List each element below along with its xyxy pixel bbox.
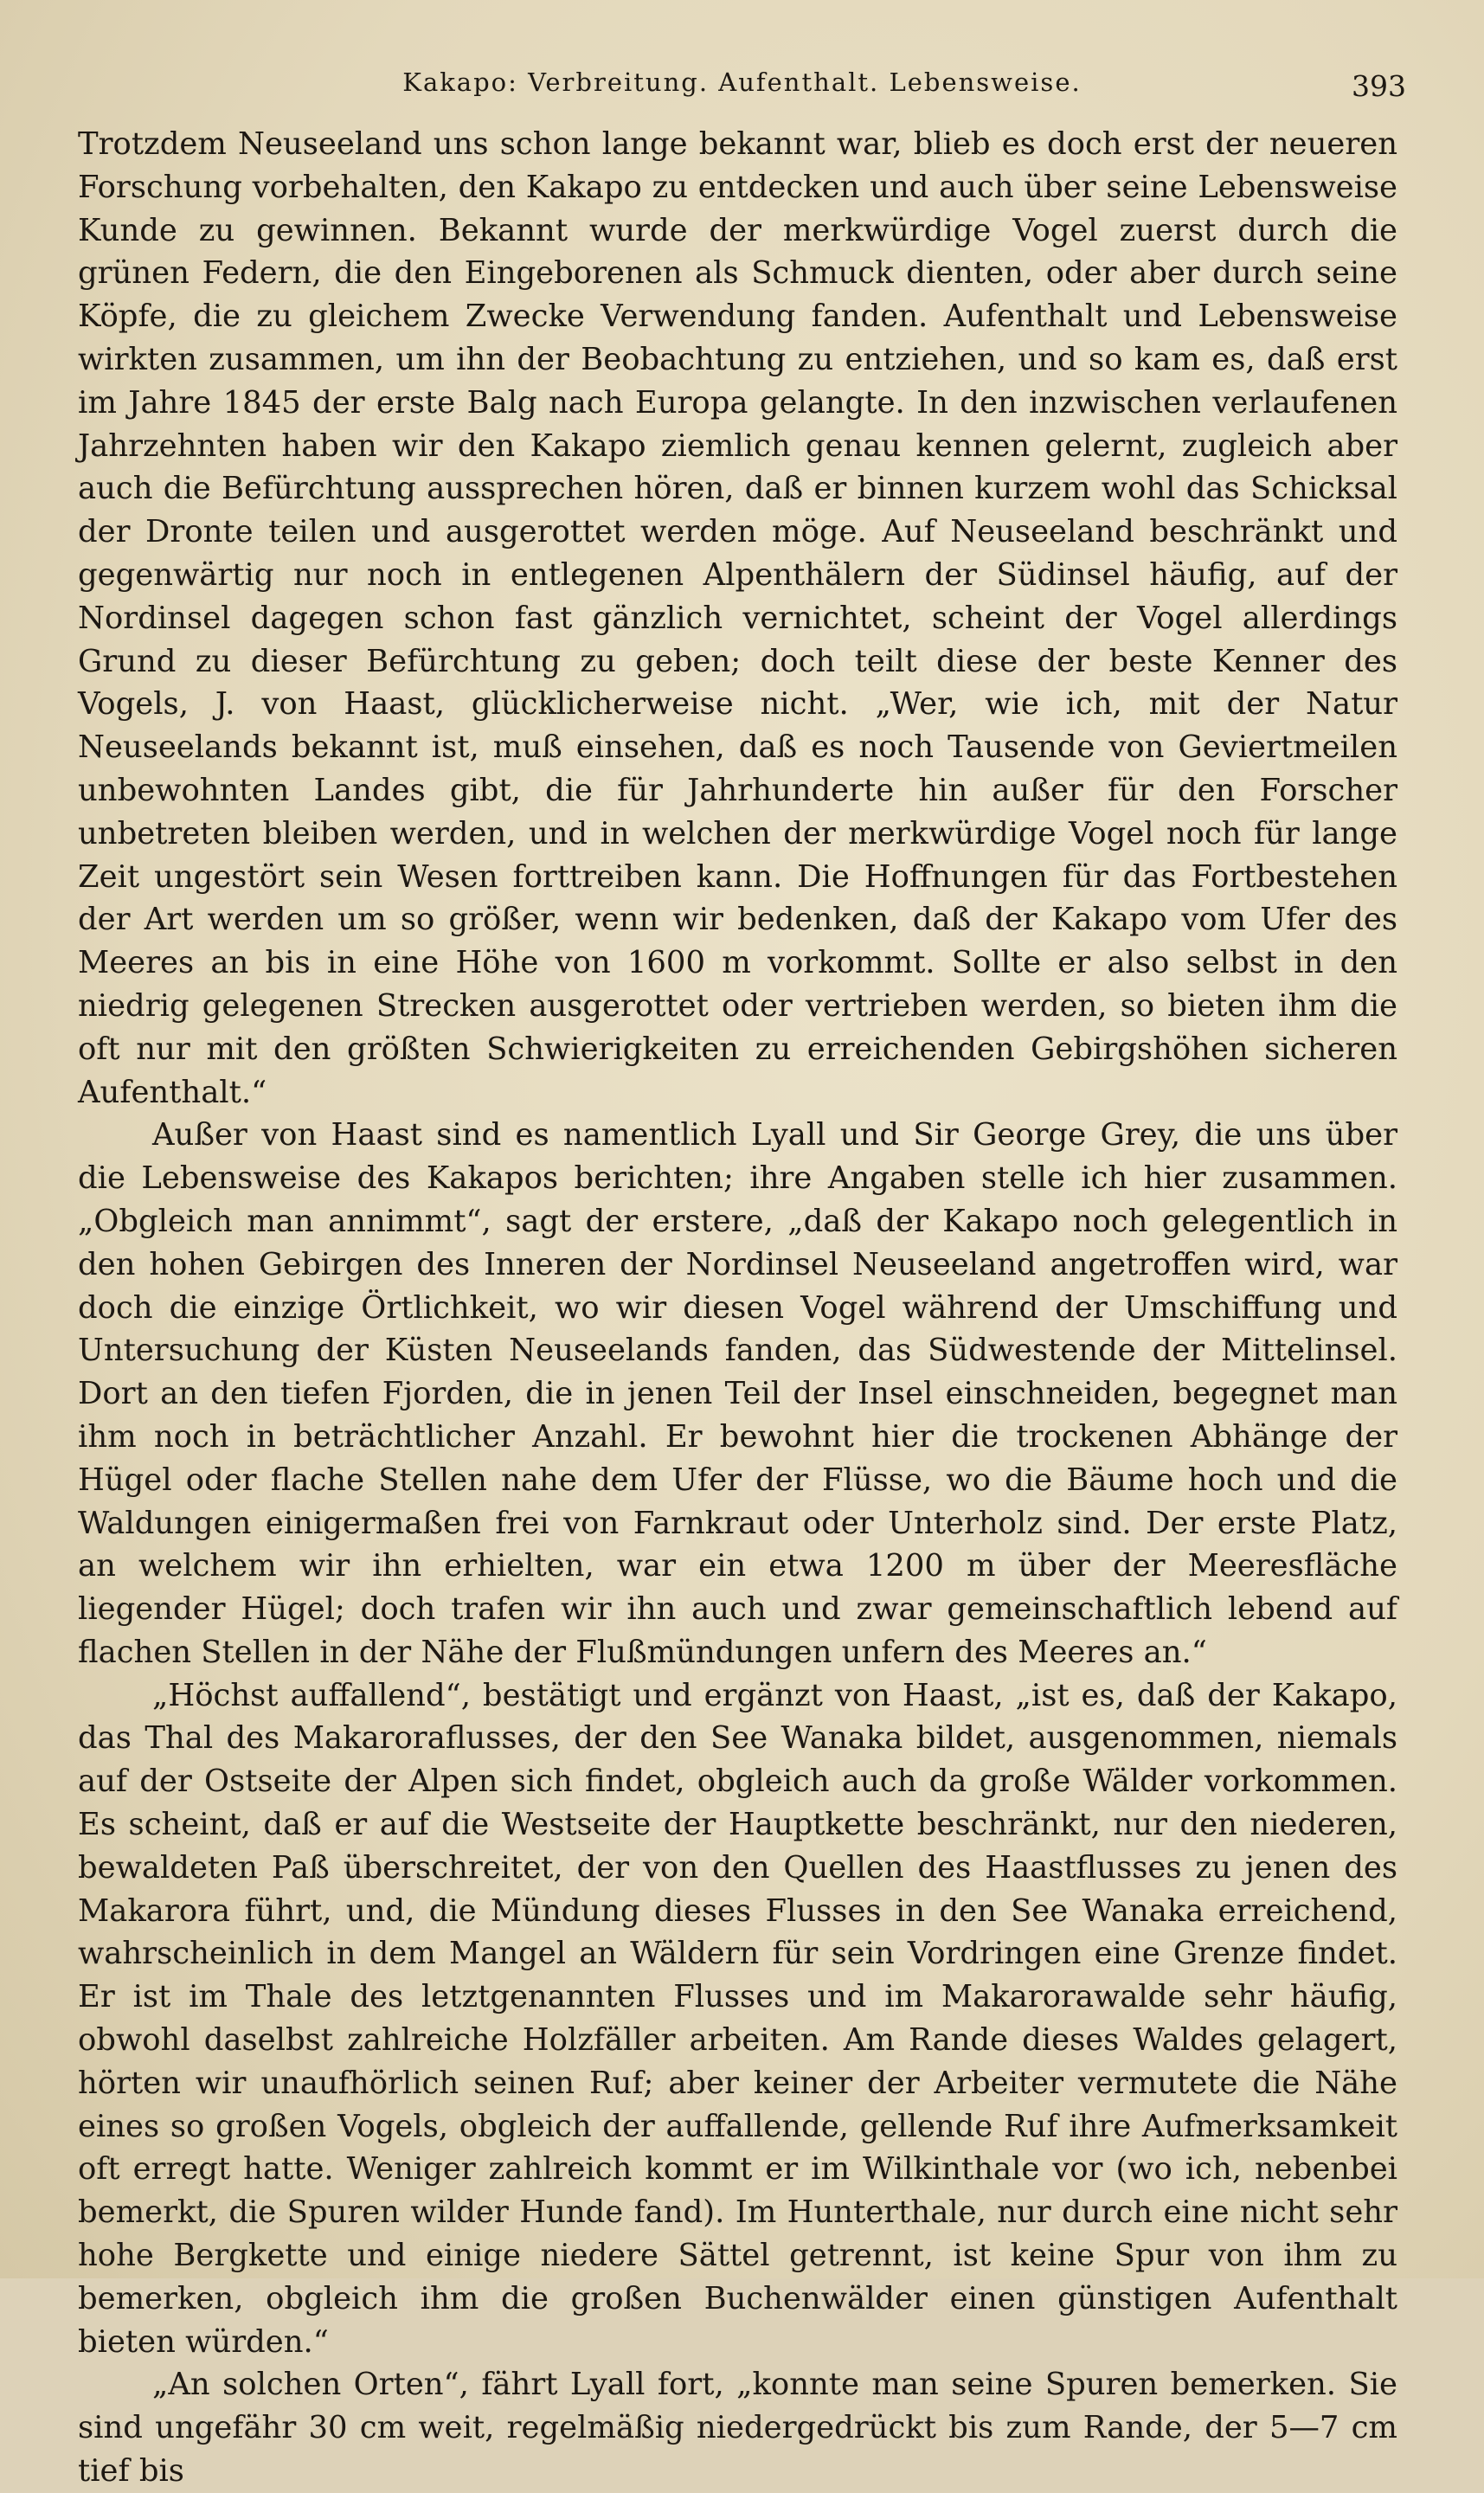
- paragraph: „Höchst auffallend“, bestätigt und ergänzt von Haast, „ist es, daß der Kakapo, das Thal des Makaroraflusses, der den See Wanaka bildet, ausgenommen, niemals auf der Ostseite der Alpen sich findet, obgleich auch da große Wälder vorkommen. Es scheint, daß er auf die Westseite der Hauptkette beschränkt, nur den niederen, bewaldeten Paß überschreitet, der von den Quellen des Haastflusses zu jenen des Makarora führt, und, die Mündung dieses Flusses in den See Wanaka erreichend, wahrscheinlich in dem Mangel an Wäldern für sein Vordringen eine Grenze findet. Er ist im Thale des letztgenannten Flusses und im Makarorawalde sehr häufig, obwohl daselbst zahlreiche Holzfäller arbeiten. Am Rande dieses Waldes gelagert, hörten wir unaufhörlich seinen Ruf; aber keiner der Arbeiter vermutete die Nähe eines so großen Vogels, obgleich der auffallende, gellende Ruf ihre Aufmerksamkeit oft erregt hatte. Weniger zahlreich kommt er im Wilkinthale vor (wo ich, nebenbei bemerkt, die Spuren wilder Hunde fand). Im Hunterthale, nur durch eine nicht sehr hohe Bergkette und einige niedere Sättel getrennt, ist keine Spur von ihm zu bemerken, obgleich ihm die großen Buchenwälder einen günstigen Aufenthalt bieten würden.“: [78, 1677, 1397, 2360]
- page-number: 393: [1352, 69, 1406, 103]
- body-text: [78, 123, 1397, 2493]
- paragraph: Außer von Haast sind es namentlich Lyall und Sir George Grey, die uns über die Lebensweise des Kakapos berichten; ihre Angaben stelle ich hier zusammen. „Obgleich man annimmt“, sagt der erstere, „daß der Kakapo noch gelegentlich in den hohen Gebirgen des Inneren der Nordinsel Neuseeland angetroffen wird, war doch die einzige Örtlichkeit, wo wir diesen Vogel während der Umschiffung und Untersuchung der Küsten Neuseelands fanden, das Südwestende der Mittelinsel. Dort an den tiefen Fjorden, die in jenen Teil der Insel einschneiden, begegnet man ihm noch in beträchtlicher Anzahl. Er bewohnt hier die trockenen Abhänge der Hügel oder flache Stellen nahe dem Ufer der Flüsse, wo die Bäume hoch und die Waldungen einigermaßen frei von Farnkraut oder Unterholz sind. Der erste Platz, an welchem wir ihn erhielten, war ein etwa 1200 m über der Meeresfläche liegender Hügel; doch trafen wir ihn auch und zwar gemeinschaftlich lebend auf flachen Stellen in der Nähe der Flußmündungen unfern des Meeres an.“: [78, 1117, 1397, 1670]
- page-header: [78, 61, 1406, 112]
- paragraph: Trotzdem Neuseeland uns schon lange bekannt war, blieb es doch erst der neueren Forschung vorbehalten, den Kakapo zu entdecken und auch über seine Lebensweise Kunde zu gewinnen. Bekannt wurde der merkwürdige Vogel zuerst durch die grünen Federn, die den Eingeborenen als Schmuck dienten, oder aber durch seine Köpfe, die zu gleichem Zwecke Verwendung fanden. Aufenthalt und Lebensweise wirkten zusammen, um ihn der Beobachtung zu entziehen, und so kam es, daß erst im Jahre 1845 der erste Balg nach Europa gelangte. In den inzwischen verlaufenen Jahrzehnten haben wir den Kakapo ziemlich genau kennen gelernt, zugleich aber auch die Befürchtung aussprechen hören, daß er binnen kurzem wohl das Schicksal der Dronte teilen und ausgerottet werden möge. Auf Neuseeland beschränkt und gegenwärtig nur noch in entlegenen Alpenthälern der Südinsel häufig, auf der Nordinsel dagegen schon fast gänzlich vernichtet, scheint der Vogel allerdings Grund zu dieser Befürchtung zu geben; doch teilt diese der beste Kenner des Vogels, J. von Haast, glücklicherweise nicht. „Wer, wie ich, mit der Natur Neuseelands bekannt ist, muß einsehen, daß es noch Tausende von Geviertmeilen unbewohnten Landes gibt, die für Jahrhunderte hin außer für den Forscher unbetreten bleiben werden, und in welchen der merkwürdige Vogel noch für lange Zeit ungestört sein Wesen forttreiben kann. Die Hoffnungen für das Fortbestehen der Art werden um so größer, wenn wir bedenken, daß der Kakapo vom Ufer des Meeres an bis in eine Höhe von 1600 m vorkommt. Sollte er also selbst in den niedrig gelegenen Strecken ausgerottet oder vertrieben werden, so bieten ihm die oft nur mit den größten Schwierigkeiten zu erreichenden Gebirgshöhen sicheren Aufenthalt.“: [78, 126, 1397, 1110]
- running-title: Kakapo: Verbreitung. Aufenthalt. Lebensweise.: [402, 67, 1082, 97]
- paragraph: „An solchen Orten“, fährt Lyall fort, „konnte man seine Spuren bemerken. Sie sind ungefähr 30 cm weit, regelmäßig niedergedrückt bis zum Rande, der 5—7 cm tief bis: [78, 2367, 1397, 2490]
